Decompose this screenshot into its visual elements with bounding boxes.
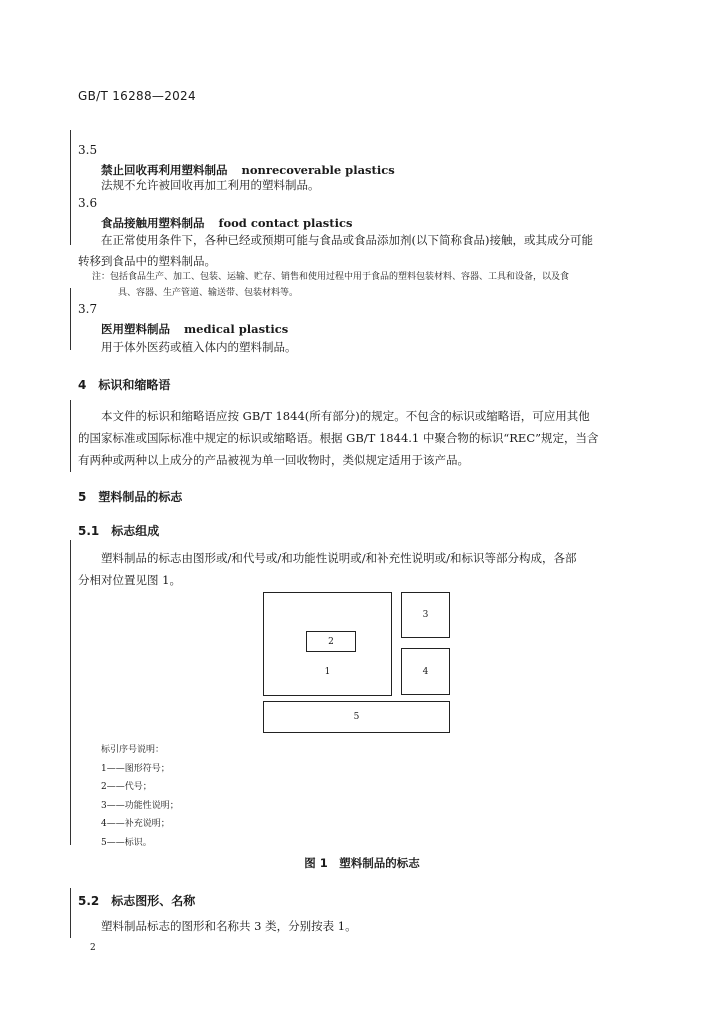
section-5-1-line2: 分相对位置见图 1。: [78, 573, 181, 587]
section-4-line3: 有两种或两种以上成分的产品被视为单一回收物时，类似规定适用于该产品。: [78, 453, 469, 467]
definition-3-5: 法规不允许被回收再加工利用的塑料制品。: [101, 178, 320, 192]
term-zh: 禁止回收再利用塑料制品: [101, 163, 228, 177]
figure-legend: [101, 741, 179, 852]
term-3-7: [101, 321, 288, 337]
figure-box-supplementary-description: [401, 648, 450, 695]
revision-bar-3-7: [70, 288, 71, 350]
legend-item: 3——功能性说明；: [101, 800, 179, 811]
legend-item: 2——代号；: [101, 782, 152, 792]
section-heading-5: 5 塑料制品的标志: [78, 490, 183, 504]
box-label-2: 2: [328, 636, 334, 647]
section-5-2-line1: 塑料制品标志的图形和名称共 3 类，分别按表 1。: [101, 919, 357, 933]
figure-box-identification: [263, 701, 450, 733]
definition-3-7: 用于体外医药或植入体内的塑料制品。: [101, 340, 297, 354]
term-zh: 医用塑料制品: [101, 322, 170, 336]
legend-title: 标引序号说明：: [101, 745, 165, 755]
legend-item: 4——补充说明；: [101, 819, 170, 829]
figure-box-code: [306, 631, 356, 652]
section-heading-5-2: 5.2 标志图形、名称: [78, 894, 196, 908]
section-4-line1: 本文件的标识和缩略语应按 GB/T 1844(所有部分)的规定。不包含的标识或缩略语，可应用其他: [101, 409, 590, 423]
definition-3-6-line2: 转移到食品中的塑料制品。: [78, 254, 216, 268]
section-heading-4: 4 标识和缩略语: [78, 378, 171, 392]
note-3-6-line1: 注：包括食品生产、加工、包装、运输、贮存、销售和使用过程中用于食品的塑料包装材料、容器、工具和设备，以及食: [92, 272, 570, 282]
clause-number-3-5: 3.5: [78, 143, 98, 157]
page-number: 2: [90, 943, 96, 953]
revision-bar-3-5: [70, 130, 71, 245]
revision-bar-5-1: [70, 540, 71, 845]
figure-box-function-description: [401, 592, 450, 638]
box-label-3: 3: [422, 610, 429, 620]
clause-number-3-7: 3.7: [78, 302, 98, 316]
box-label-5: 5: [353, 712, 360, 722]
legend-item: 5——标识。: [101, 837, 152, 848]
box-label-4: 4: [422, 666, 429, 677]
term-en: medical plastics: [184, 322, 289, 336]
section-5-1-line1: 塑料制品的标志由图形或/和代号或/和功能性说明或/和补充性说明或/和标识等部分构成，各部: [101, 551, 577, 565]
term-en: nonrecoverable plastics: [241, 163, 395, 177]
section-4-line2: 的国家标准或国际标准中规定的标识或缩略语。根据 GB/T 1844.1 中聚合物的标识“REC”规定，当含: [78, 431, 599, 445]
section-heading-5-1: 5.1 标志组成: [78, 524, 160, 538]
box-label-1: 1: [324, 667, 331, 677]
definition-3-6-line1: 在正常使用条件下，各种已经或预期可能与食品或食品添加剂(以下简称食品)接触，或其成分可能: [101, 233, 593, 247]
revision-bar-5-2: [70, 888, 71, 938]
figure-caption: 图 1 塑料制品的标志: [304, 856, 420, 870]
note-3-6-line2: 具、容器、生产管道、输送带、包装材料等。: [118, 288, 299, 298]
term-zh: 食品接触用塑料制品: [101, 216, 205, 230]
revision-bar-4: [70, 400, 71, 472]
legend-item: 1——图形符号；: [101, 763, 170, 774]
standard-number-header: GB/T 16288—2024: [78, 89, 196, 103]
clause-number-3-6: 3.6: [78, 196, 98, 210]
term-en: food contact plastics: [218, 216, 353, 230]
